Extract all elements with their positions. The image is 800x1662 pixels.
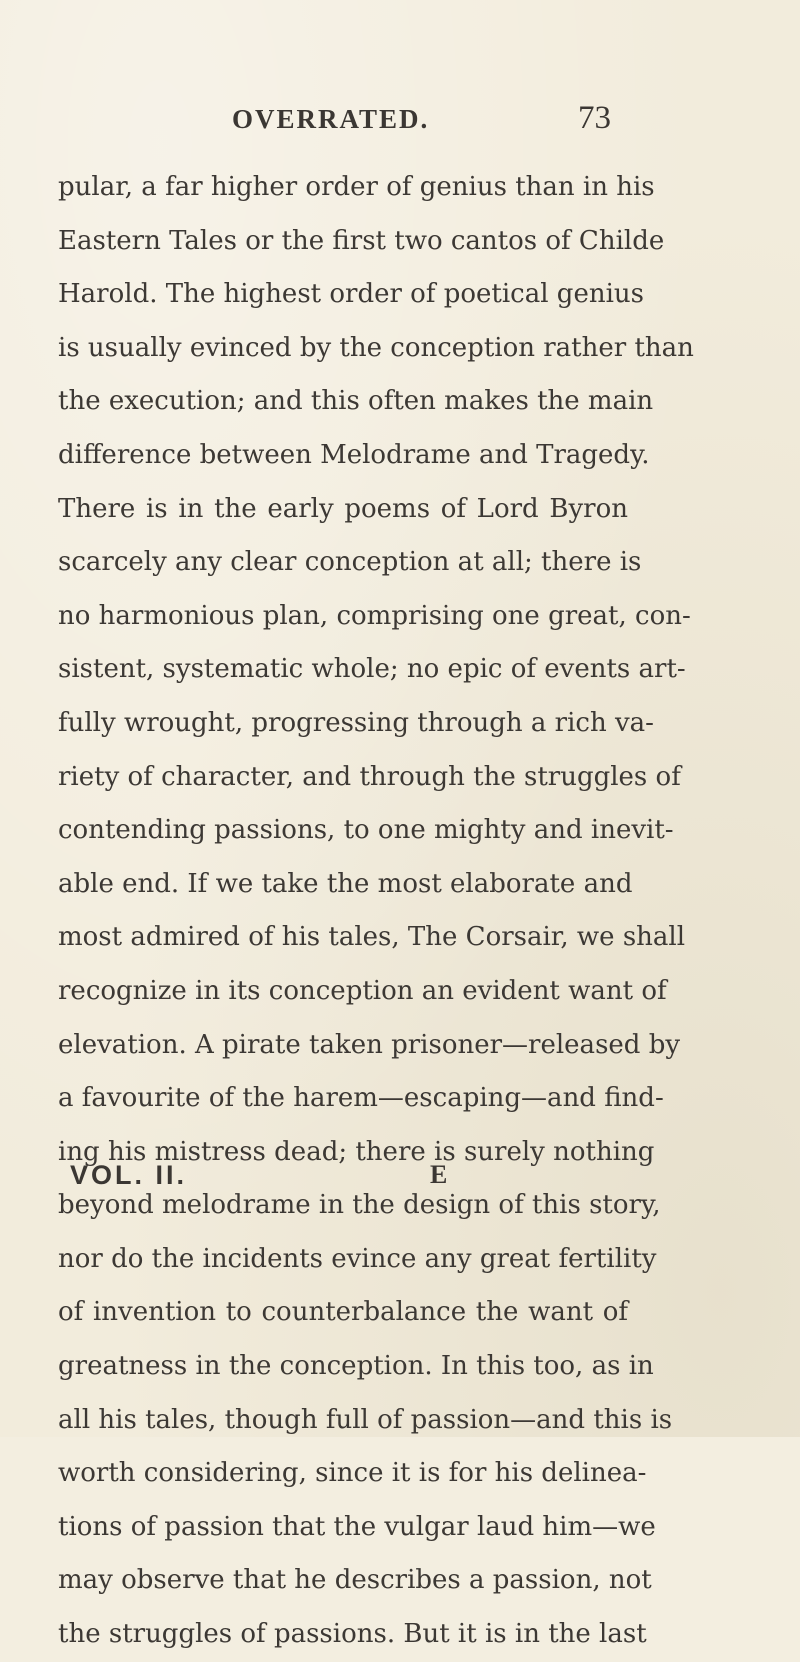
text-line: the struggles of passions. But it is in the last [58,1619,647,1650]
text-line: all his tales, though full of passion—and this is [58,1404,673,1435]
text-line: sistent, systematic whole; no epic of events art- [58,654,686,685]
text-line: scarcely any clear conception at all; there is [58,547,642,578]
page-footer [70,1160,490,1200]
text-line: greatness in the conception. In this too, as in [58,1351,654,1382]
text-line: of invention to counterbalance the want of [58,1297,628,1328]
text-line: nor do the incidents evince any great fertility [58,1243,657,1274]
text-line: riety of character, and through the struggles of [58,761,681,792]
text-line: tions of passion that the vulgar laud him—we [58,1511,656,1542]
page-header [0,100,800,144]
text-line: able end. If we take the most elaborate and [58,868,633,899]
text-line: Harold. The highest order of poetical genius [58,279,644,310]
text-line: elevation. A pirate taken prisoner—released by [58,1029,681,1060]
text-line: contending passions, to one mighty and inevit- [58,815,674,846]
text-line: difference between Melodrame and Tragedy. [58,439,650,470]
text-line: the execution; and this often makes the main [58,386,654,417]
text-line: most admired of his tales, The Corsair, we shall [58,922,686,953]
text-line: may observe that he describes a passion, not [58,1565,652,1596]
running-head: OVERRATED. [232,104,430,134]
page-number: 73 [578,100,611,136]
text-line: worth considering, since it is for his delinea- [58,1458,647,1489]
text-line: is usually evinced by the conception rather than [58,332,694,363]
text-line: pular, a far higher order of genius than in his [58,172,655,202]
text-line: Eastern Tales or the first two cantos of Childe [58,225,665,256]
text-line: fully wrought, progressing through a rich va- [58,707,654,738]
text-line: beyond melodrame in the design of this story, [58,1190,661,1221]
text-line: a favourite of the harem—escaping—and find- [58,1083,664,1114]
signature-letter: E [430,1160,448,1189]
volume-signature: VOL. II. [70,1160,188,1190]
text-line: ing his mistress dead; there is surely nothing [58,1136,655,1167]
text-line: no harmonious plan, comprising one great, con- [58,600,691,631]
text-line: There is in the early poems of Lord Byron [58,493,628,524]
text-line: recognize in its conception an evident want of [58,975,667,1006]
